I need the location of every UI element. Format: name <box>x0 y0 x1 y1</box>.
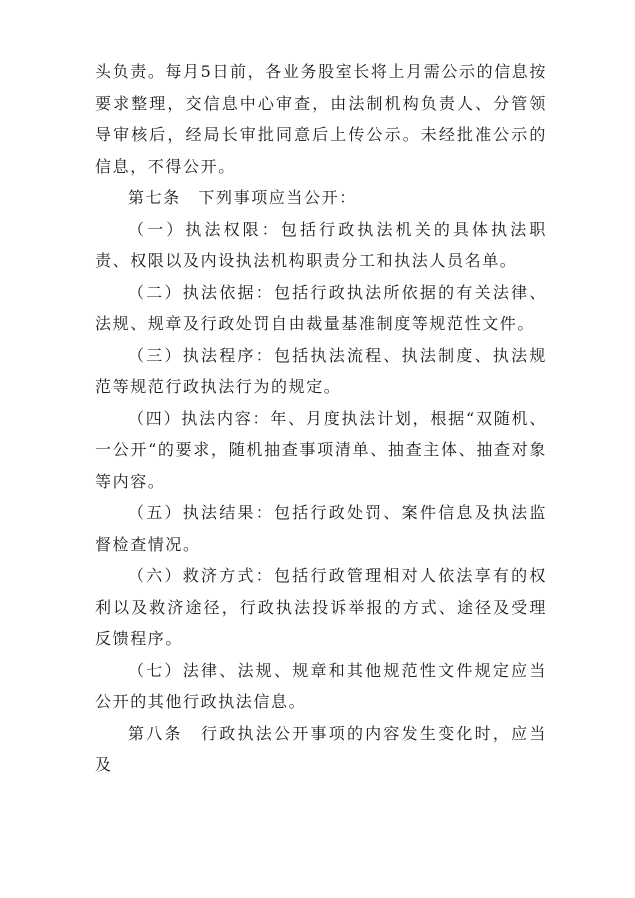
article-7-item-2: （二）执法依据：包括行政执法所依据的有关法律、法规、规章及行政处罚自由裁量基准制度等规范性文件。 <box>95 282 547 333</box>
article-7-heading: 第七条 下列事项应当公开： <box>128 188 357 207</box>
article-7-item-3: （三）执法程序：包括执法流程、执法制度、执法规范等规范行政执法行为的规定。 <box>95 345 547 396</box>
document-body <box>95 56 547 781</box>
paragraph-continuation: 头负责。每月5日前，各业务股室长将上月需公示的信息按要求整理，交信息中心审查，由法制机构负责人、分管领导审核后，经局长审批同意后上传公示。未经批准公示的信息，不得公开。 <box>95 62 547 176</box>
article-7-item-7: （七）法律、法规、规章和其他规范性文件规定应当公开的其他行政执法信息。 <box>95 660 547 711</box>
article-7-item-6: （六）救济方式：包括行政管理相对人依法享有的权利以及救济途径，行政执法投诉举报的方式、途径及受理反馈程序。 <box>95 566 547 648</box>
article-7-item-4: （四）执法内容：年、月度执法计划，根据“双随机、一公开“的要求，随机抽查事项清单、抽查主体、抽查对象等内容。 <box>95 408 547 491</box>
article-8-start: 第八条 行政执法公开事项的内容发生变化时，应当及 <box>95 723 547 774</box>
article-7-item-5: （五）执法结果：包括行政处罚、案件信息及执法监督检查情况。 <box>95 503 547 554</box>
article-7-item-1: （一）执法权限：包括行政执法机关的具体执法职责、权限以及内设执法机构职责分工和执法人员名单。 <box>95 219 547 270</box>
